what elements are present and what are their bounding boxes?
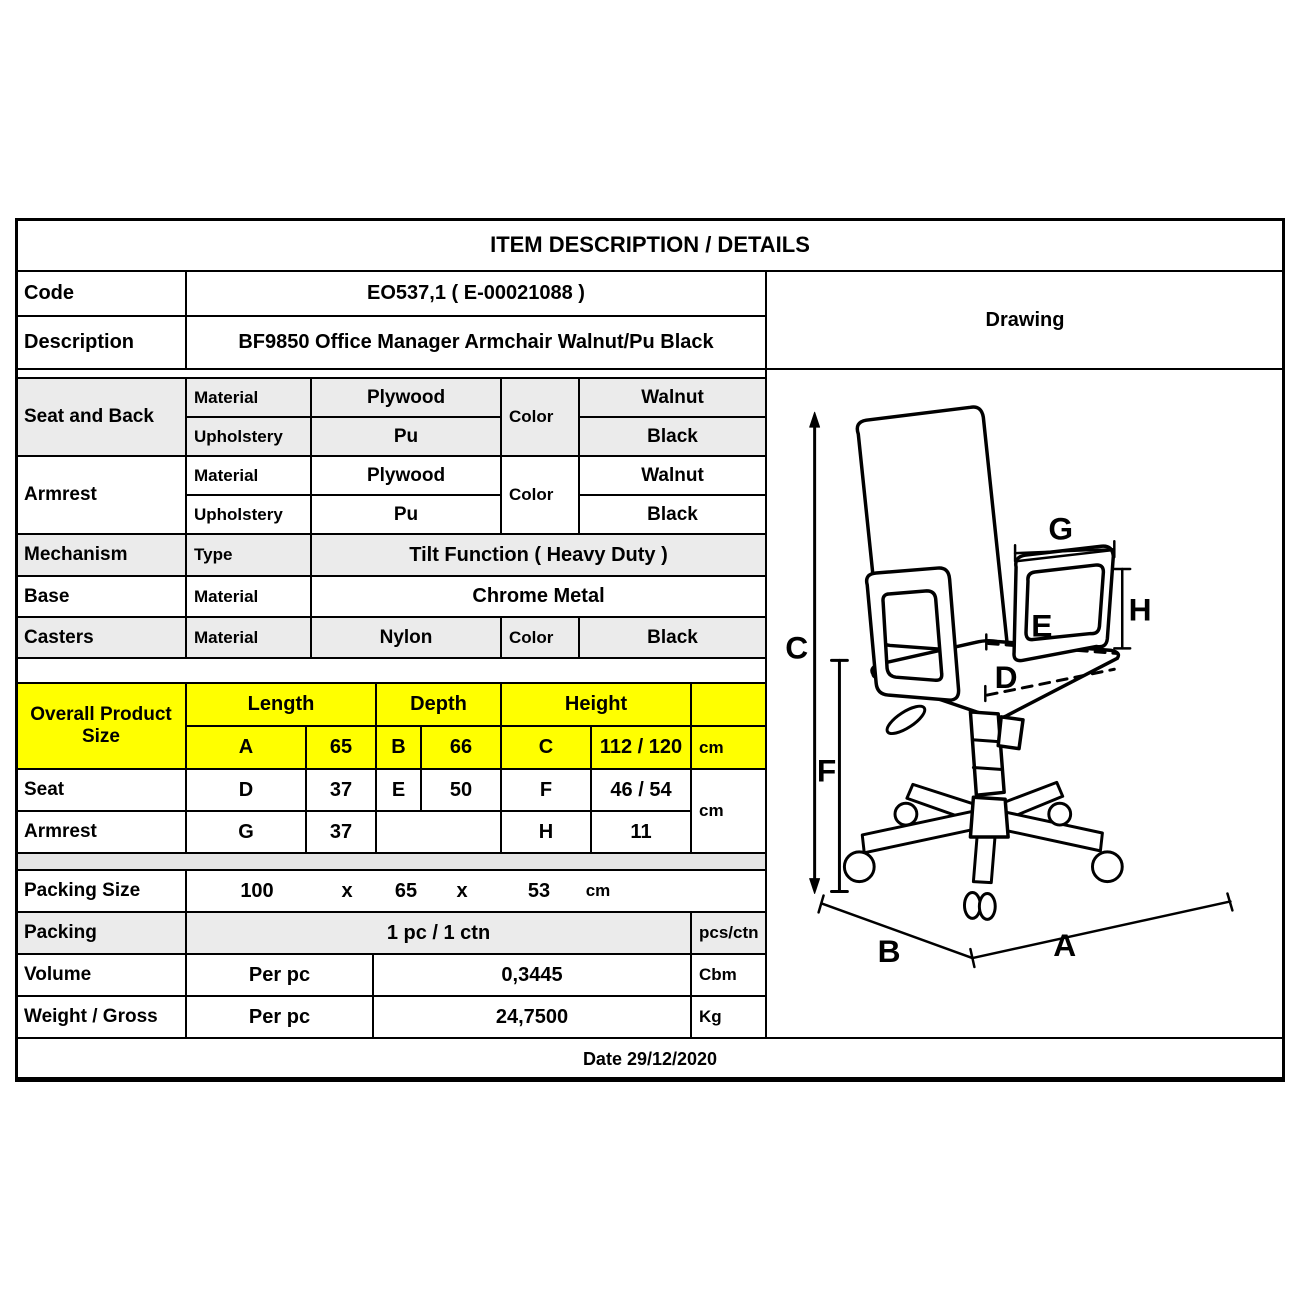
- dim-e-value: 50: [420, 768, 502, 812]
- dim-c-value: 112 / 120: [590, 725, 692, 770]
- volume-label: Volume: [15, 953, 187, 997]
- mechanism-type-label: Type: [185, 533, 312, 577]
- packing-label: Packing: [15, 911, 187, 955]
- casters-color-label: Color: [500, 616, 580, 659]
- casters-material-label: Material: [185, 616, 312, 659]
- overall-unit: cm: [690, 725, 767, 770]
- armrest-upholstery-color: Black: [578, 494, 767, 535]
- packing-size-unit: cm: [585, 881, 611, 901]
- weight-value: 24,7500: [372, 995, 692, 1039]
- yellow-empty-cell: [690, 682, 767, 727]
- armrest-upholstery-label: Upholstery: [185, 494, 312, 535]
- chair-technical-drawing: [767, 370, 1283, 1037]
- base-label: Base: [15, 575, 187, 618]
- overall-size-label: Overall Product Size: [15, 682, 187, 770]
- volume-unit: Cbm: [690, 953, 767, 997]
- description-label: Description: [15, 315, 187, 370]
- packing-size-x: x: [341, 879, 353, 902]
- snb-material-value: Plywood: [310, 377, 502, 418]
- dim-d-key: D: [185, 768, 307, 812]
- dim-e-key: E: [375, 768, 422, 812]
- armrest-color-label: Color: [500, 455, 580, 535]
- armrest-dim-label: Armrest: [15, 810, 187, 854]
- casters-color-value: Black: [578, 616, 767, 659]
- dim-label-b: B: [877, 932, 901, 969]
- packing-size-length: 100: [240, 879, 274, 902]
- dim-label-g: G: [1048, 510, 1074, 547]
- dim-label-h: H: [1128, 591, 1152, 628]
- packing-value: 1 pc / 1 ctn: [185, 911, 692, 955]
- spec-table: [15, 218, 1285, 1082]
- packing-unit: pcs/ctn: [690, 911, 767, 955]
- dim-a-value: 65: [305, 725, 377, 770]
- weight-per: Per pc: [185, 995, 374, 1039]
- sheet-title: ITEM DESCRIPTION / DETAILS: [15, 218, 1285, 272]
- weight-unit: Kg: [690, 995, 767, 1039]
- packing-size-value: [185, 869, 767, 913]
- volume-value: 0,3445: [372, 953, 692, 997]
- dim-label-d: D: [994, 659, 1018, 696]
- height-header: Height: [500, 682, 692, 727]
- armrest-upholstery-value: Pu: [310, 494, 502, 535]
- seat-armrest-unit: cm: [690, 768, 767, 854]
- snb-upholstery-value: Pu: [310, 416, 502, 457]
- dim-g-value: 37: [305, 810, 377, 854]
- dim-g-key: G: [185, 810, 307, 854]
- dim-h-key: H: [500, 810, 592, 854]
- base-material-label: Material: [185, 575, 312, 618]
- packing-size-label: Packing Size: [15, 869, 187, 913]
- dim-f-value: 46 / 54: [590, 768, 692, 812]
- date-row: Date 29/12/2020: [15, 1037, 1285, 1082]
- casters-label: Casters: [15, 616, 187, 659]
- snb-upholstery-color: Black: [578, 416, 767, 457]
- armrest-material-value: Plywood: [310, 455, 502, 496]
- snb-material-label: Material: [185, 377, 312, 418]
- dim-d-value: 37: [305, 768, 377, 812]
- dim-label-a: A: [1053, 927, 1077, 964]
- dim-label-f: F: [816, 752, 837, 789]
- armrest-label: Armrest: [15, 455, 187, 535]
- base-material-value: Chrome Metal: [310, 575, 767, 618]
- dim-h-value: 11: [590, 810, 692, 854]
- blank-cell: [375, 810, 502, 854]
- length-header: Length: [185, 682, 377, 727]
- description-value: BF9850 Office Manager Armchair Walnut/Pu Black: [185, 315, 767, 370]
- seat-and-back-label: Seat and Back: [15, 377, 187, 457]
- casters-material-value: Nylon: [310, 616, 502, 659]
- depth-header: Depth: [375, 682, 502, 727]
- dim-label-c: C: [785, 629, 809, 666]
- dim-b-value: 66: [420, 725, 502, 770]
- weight-label: Weight / Gross: [15, 995, 187, 1039]
- armrest-material-label: Material: [185, 455, 312, 496]
- snb-material-color: Walnut: [578, 377, 767, 418]
- snb-color-label: Color: [500, 377, 580, 457]
- dim-f-key: F: [500, 768, 592, 812]
- packing-size-width: 65: [394, 879, 418, 902]
- volume-per: Per pc: [185, 953, 374, 997]
- armrest-material-color: Walnut: [578, 455, 767, 496]
- mechanism-type-value: Tilt Function ( Heavy Duty ): [310, 533, 767, 577]
- drawing-canvas: [765, 368, 1285, 1039]
- drawing-header: Drawing: [765, 270, 1285, 370]
- packing-size-height: 53: [527, 879, 551, 902]
- mechanism-label: Mechanism: [15, 533, 187, 577]
- dim-c-key: C: [500, 725, 592, 770]
- spacer-row: [15, 657, 767, 684]
- seat-dim-label: Seat: [15, 768, 187, 812]
- code-value: EO537,1 ( E-00021088 ): [185, 270, 767, 317]
- packing-size-x: x: [456, 879, 468, 902]
- code-label: Code: [15, 270, 187, 317]
- dim-b-key: B: [375, 725, 422, 770]
- dim-a-key: A: [185, 725, 307, 770]
- dim-label-e: E: [1031, 607, 1053, 644]
- snb-upholstery-label: Upholstery: [185, 416, 312, 457]
